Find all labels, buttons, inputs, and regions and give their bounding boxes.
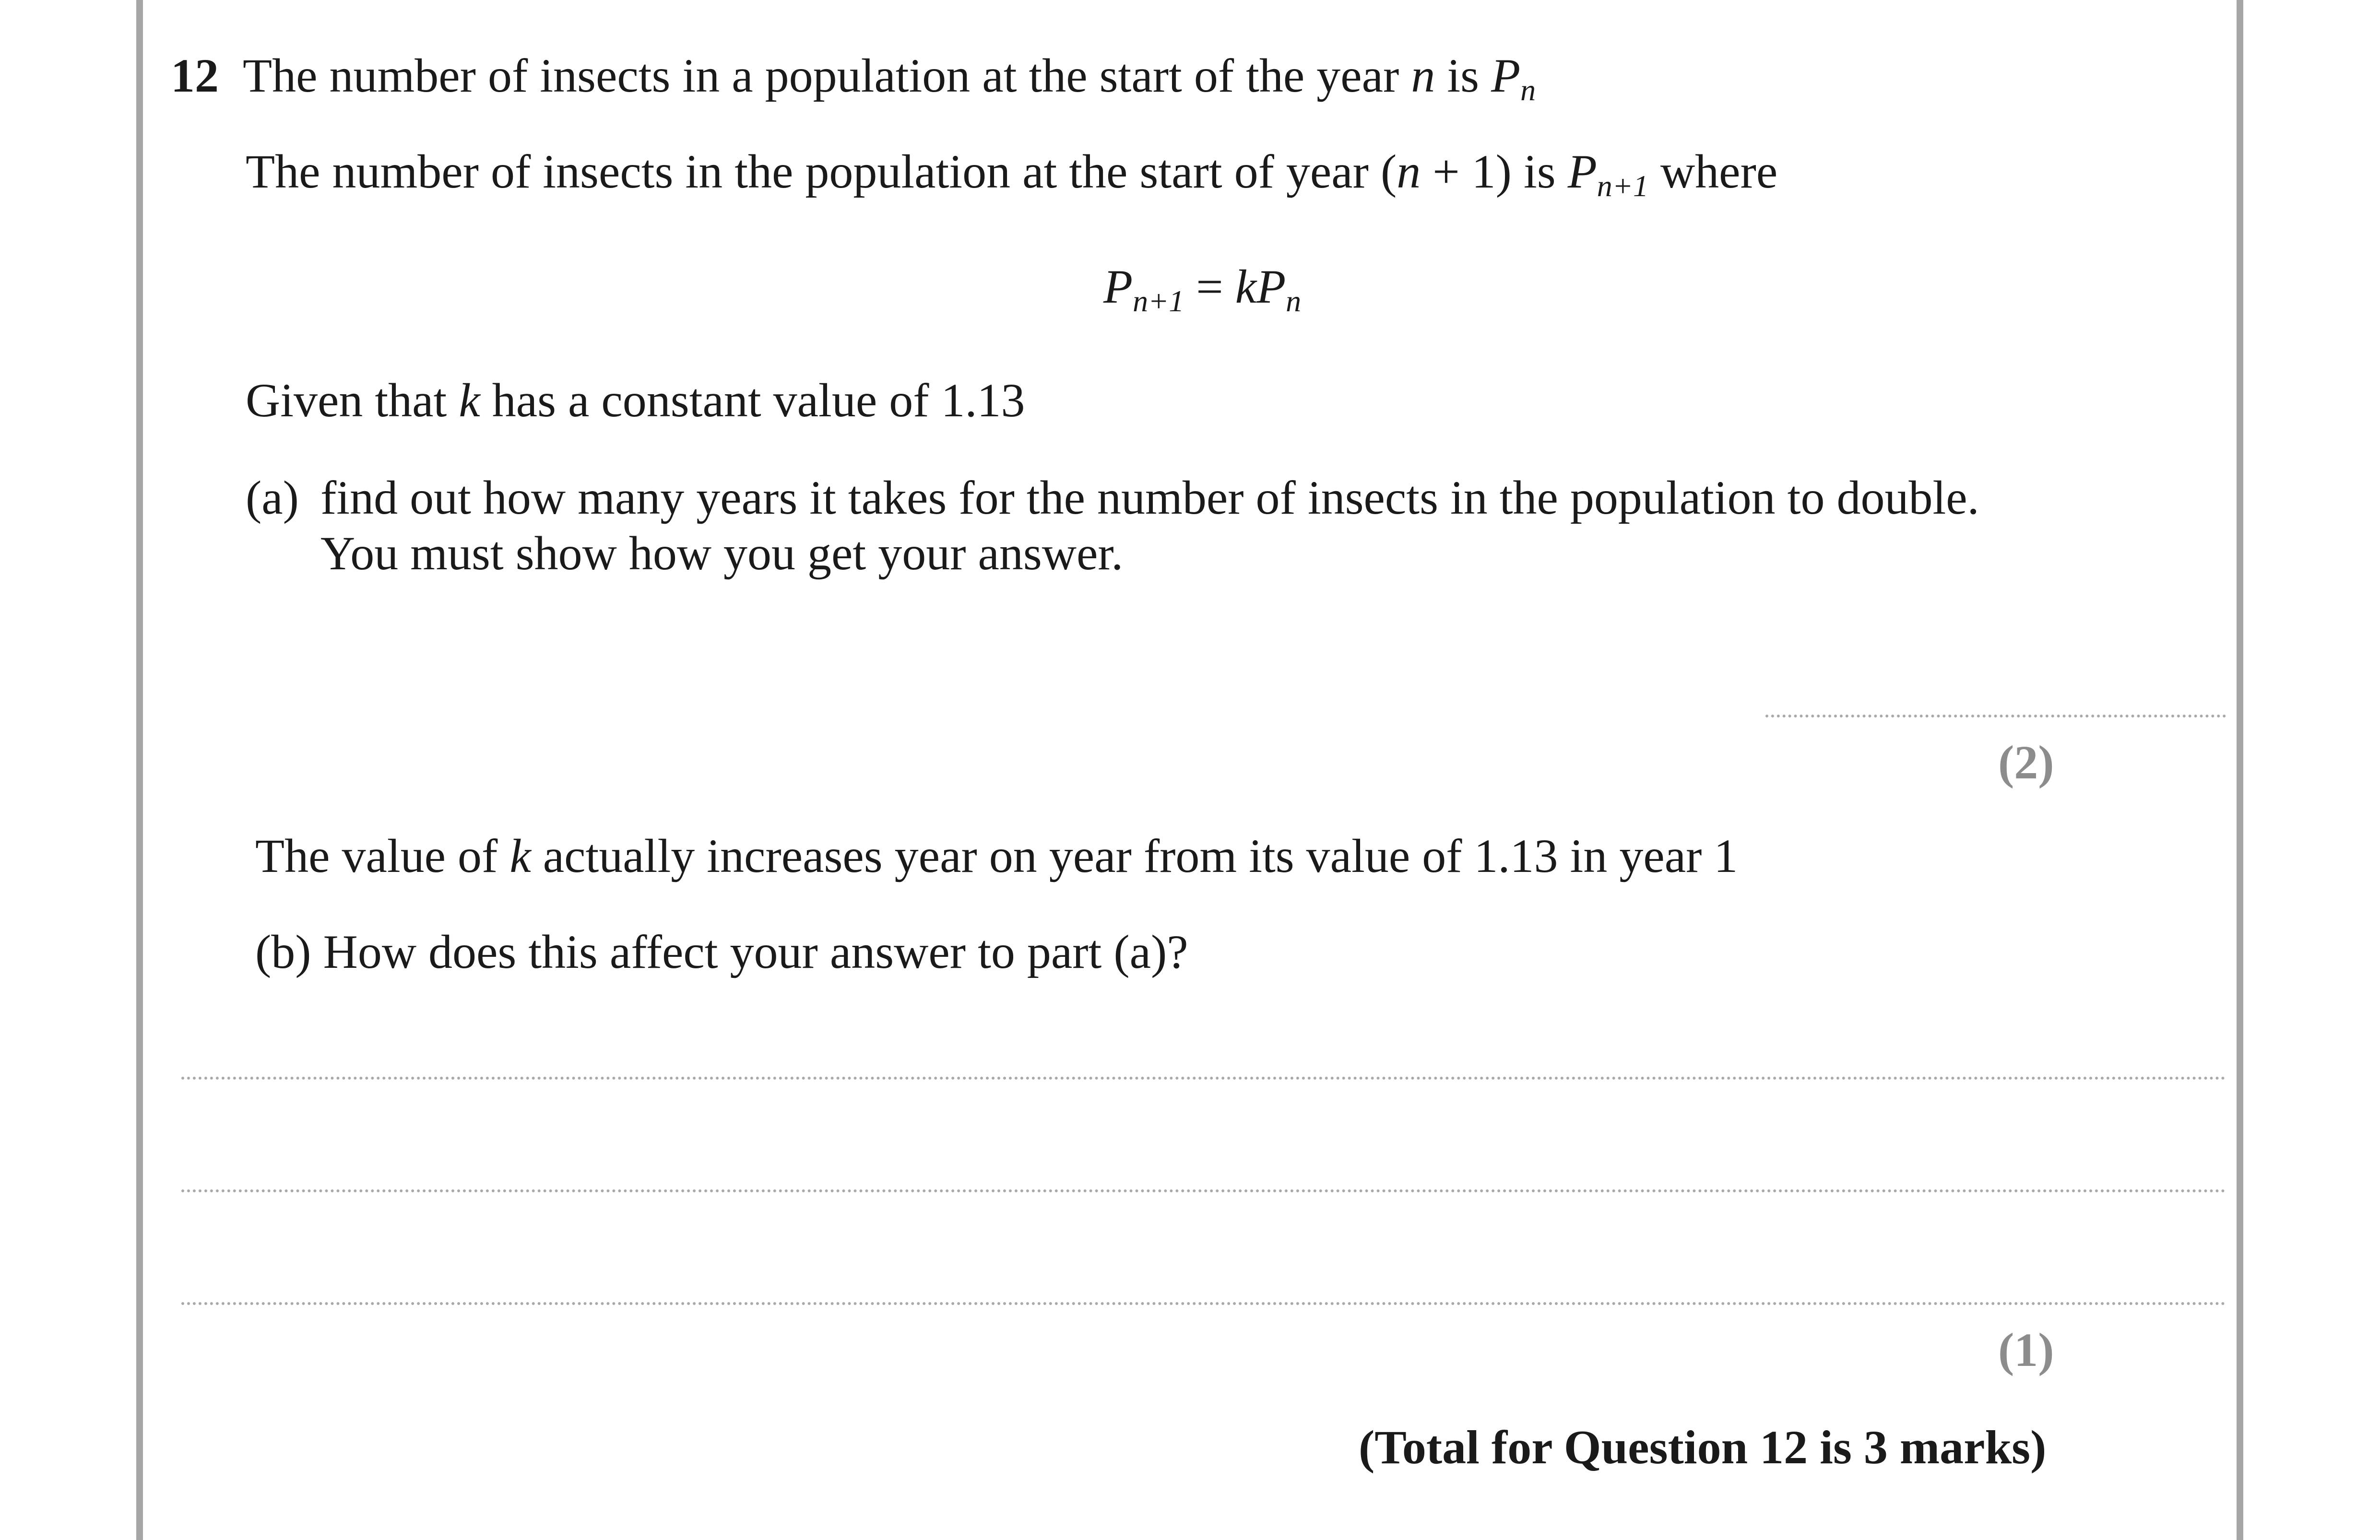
part-b-question: (b) How does this affect your answer to part (a)? xyxy=(255,925,1188,978)
question-total-marks: (Total for Question 12 is 3 marks) xyxy=(1359,1421,2047,1474)
part-b-label: (b) xyxy=(255,925,311,978)
given-statement: Given that k has a constant value of 1.13 xyxy=(246,374,1025,427)
page-border-right xyxy=(2237,0,2243,1540)
part-a-question-line-2: You must show how you get your answer. xyxy=(320,527,1124,580)
page-border-left xyxy=(136,0,143,1540)
recurrence-equation: $P_{n+1} = kP_n$ xyxy=(1103,260,1302,318)
question-intro-line-2: The number of insects in the population at the start of year (n + 1) is $P_{n+1}$ where xyxy=(246,145,1778,203)
question-number: 12 xyxy=(171,49,219,102)
k-increase-statement: The value of k actually increases year on year from its value of 1.13 in year 1 xyxy=(255,829,1738,882)
part-a-answer-line[interactable] xyxy=(1765,715,2226,717)
part-b-answer-line-2[interactable] xyxy=(181,1189,2226,1192)
part-b-answer-line-1[interactable] xyxy=(181,1077,2226,1080)
part-b-answer-line-3[interactable] xyxy=(181,1302,2226,1305)
part-a-label: (a) xyxy=(246,471,299,524)
part-b-marks: (1) xyxy=(1998,1323,2054,1376)
part-a-question-line-1: find out how many years it takes for the number of insects in the population to double. xyxy=(320,471,1979,524)
question-intro-line-1: 12 The number of insects in a population at the start of the year n is $P_n$ xyxy=(171,49,1536,107)
part-a-marks: (2) xyxy=(1998,736,2054,789)
